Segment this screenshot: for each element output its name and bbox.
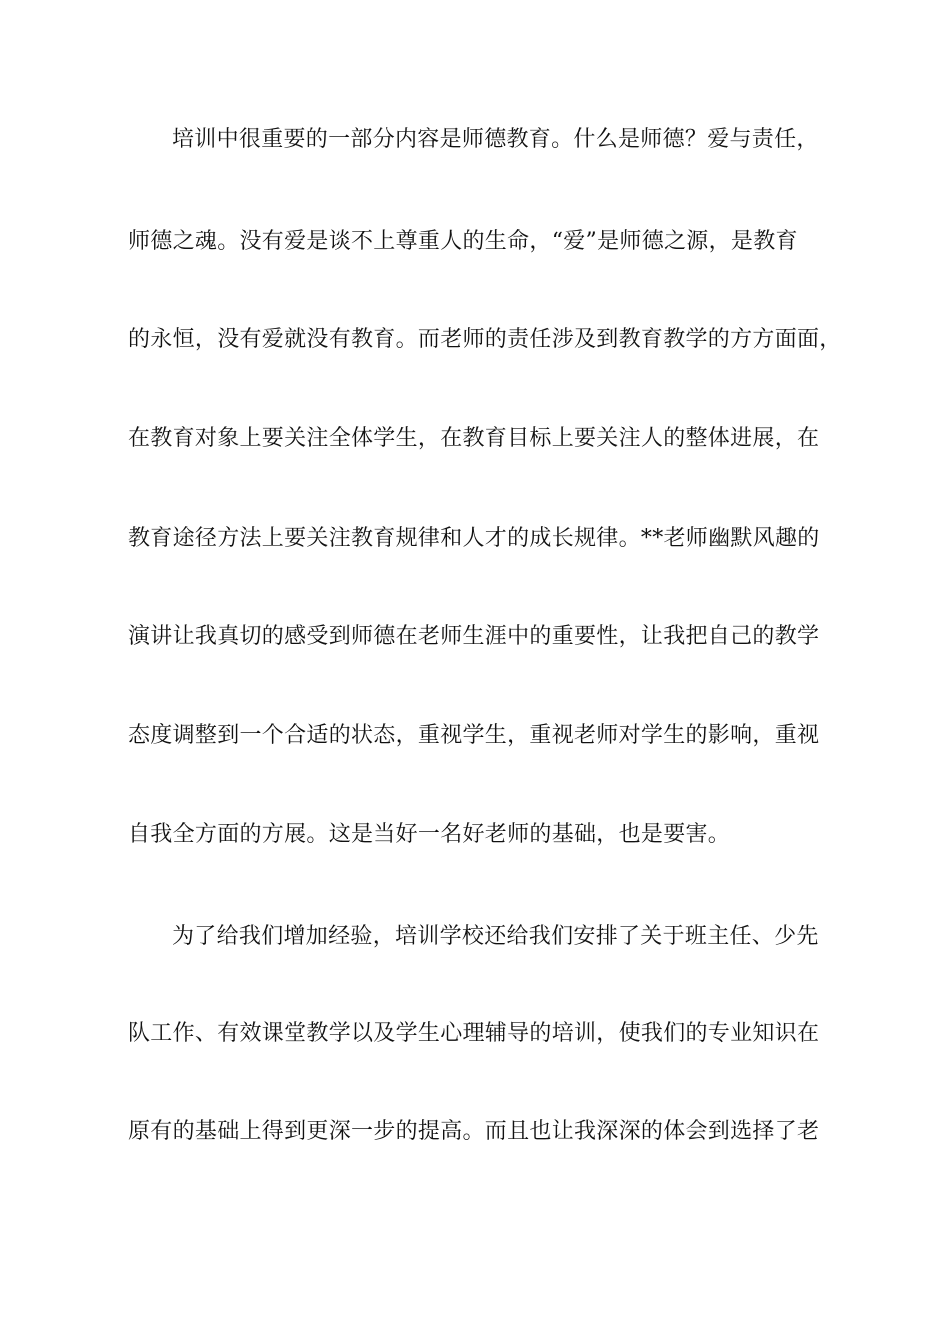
paragraph-1-line-3: 的永恒，没有爱就没有教育。而老师的责任涉及到教育教学的方方面面， bbox=[128, 327, 842, 352]
paragraph-2-line-2: 队工作、有效课堂教学以及学生心理辅导的培训，使我们的专业知识在 bbox=[128, 1021, 820, 1046]
paragraph-2-line-3: 原有的基础上得到更深一步的提高。而且也让我深深的体会到选择了老 bbox=[128, 1119, 820, 1144]
paragraph-2-line-1: 为了给我们增加经验，培训学校还给我们安排了关于班主任、少先 bbox=[172, 924, 819, 949]
paragraph-1-line-5: 教育途径方法上要关注教育规律和人才的成长规律。**老师幽默风趣的 bbox=[128, 526, 820, 551]
paragraph-1-line-6: 演讲让我真切的感受到师德在老师生涯中的重要性，让我把自己的教学 bbox=[128, 624, 820, 649]
paragraph-1-line-2: 师德之魂。没有爱是谈不上尊重人的生命，“爱”是师德之源，是教育 bbox=[128, 229, 798, 254]
paragraph-1-line-8: 自我全方面的方展。这是当好一名好老师的基础，也是要害。 bbox=[128, 822, 731, 847]
paragraph-1-line-4: 在教育对象上要关注全体学生，在教育目标上要关注人的整体进展，在 bbox=[128, 426, 820, 451]
paragraph-1-line-1: 培训中很重要的一部分内容是师德教育。什么是师德？爱与责任， bbox=[172, 127, 819, 152]
paragraph-1-line-7: 态度调整到一个合适的状态，重视学生，重视老师对学生的影响，重视 bbox=[128, 723, 820, 748]
